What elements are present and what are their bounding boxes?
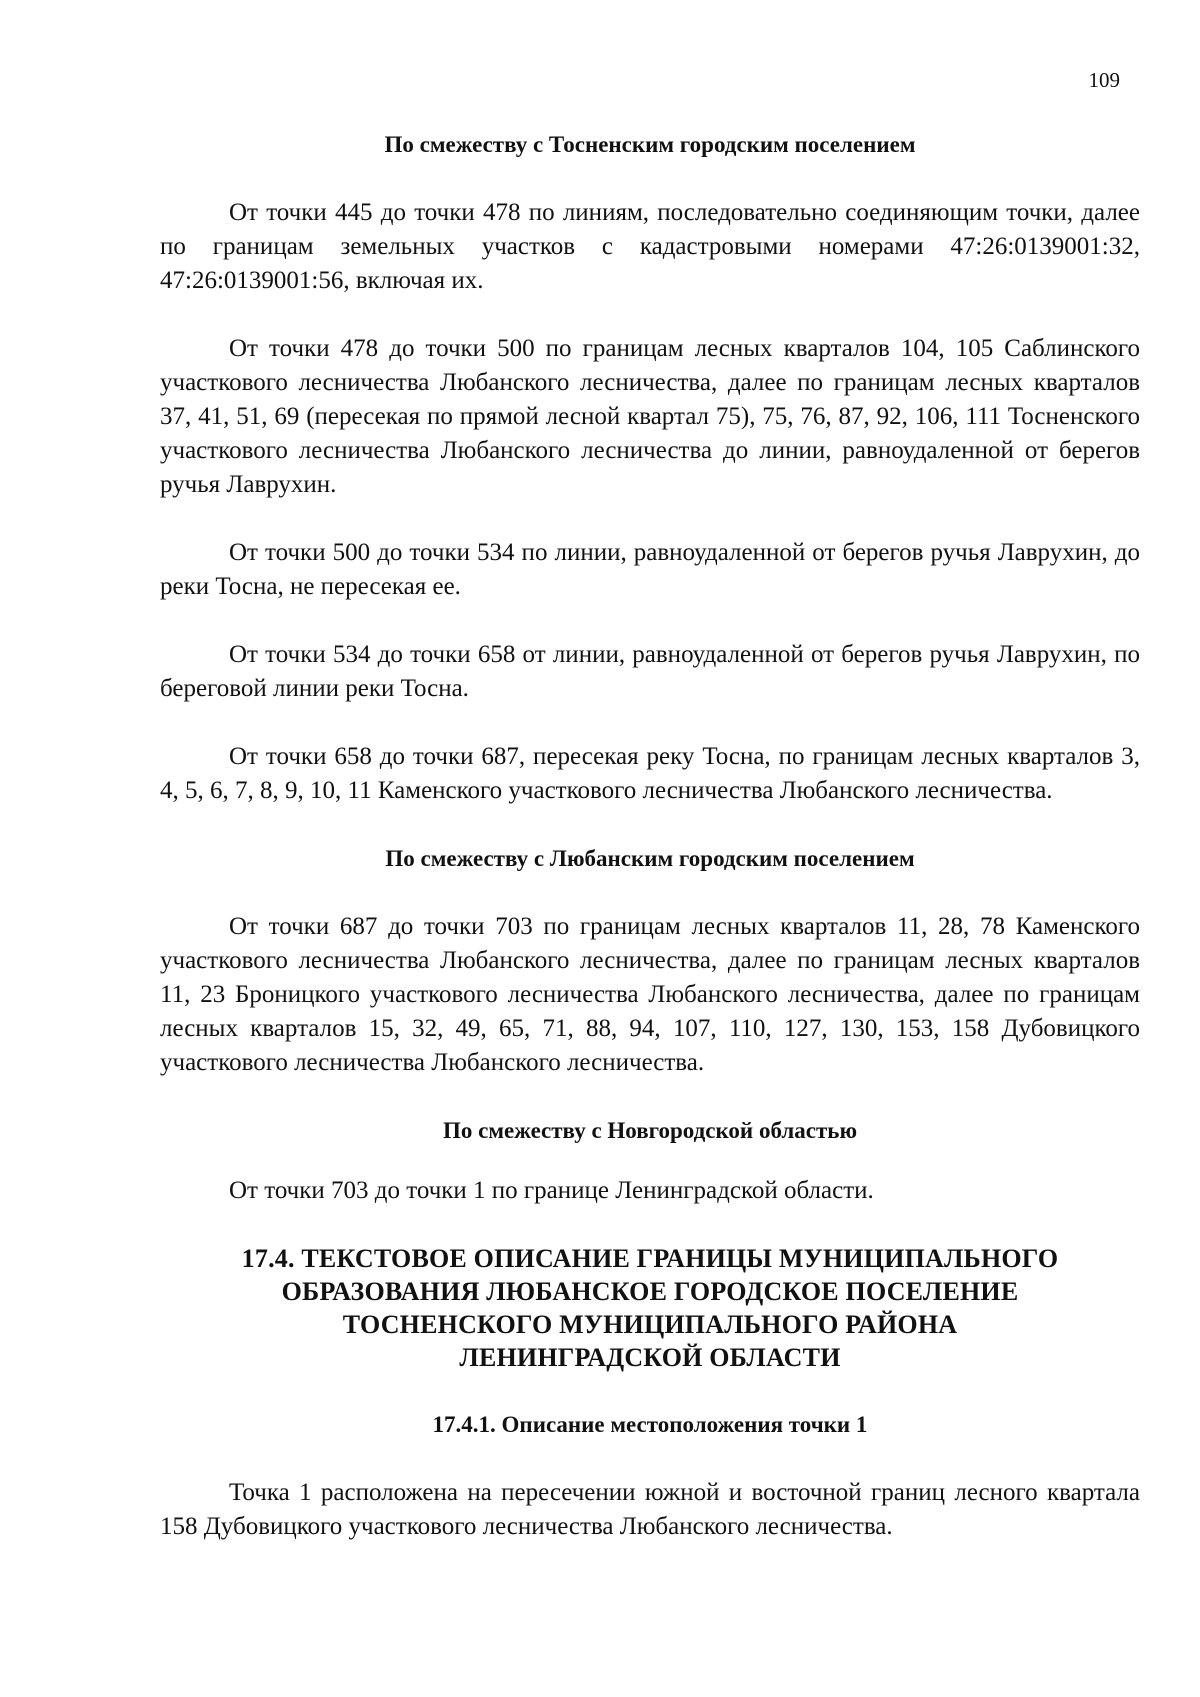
paragraph-500-534: От точки 500 до точки 534 по линии, равноудаленной от берегов ручья Лаврухин, до реки Тосна, не пересекая ее.: [160, 539, 1140, 600]
paragraph-478-500: От точки 478 до точки 500 по границам лесных кварталов 104, 105 Саблинского участкового лесничества Любанского лесничества, далее по границам лесных кварталов 37, 41, 51, 69 (пересекая по прямой лесной квартал 75), 75, 76, 87, 92, 106, 111 Тосненского участкового лесничества Любанского лесничества до линии, равноудаленной от берегов ручья Лаврухин.: [160, 335, 1140, 498]
page-number: 109: [1088, 68, 1120, 92]
heading-novgorod-region: По смежеству с Новгородской областью: [442, 1118, 858, 1143]
heading-tosno-settlement: По смежеству с Тосненским городским поселением: [384, 132, 916, 157]
heading-luban-settlement: По смежеству с Любанским городским поселением: [385, 846, 915, 871]
paragraph-703-1: От точки 703 до точки 1 по границе Ленинградской области.: [229, 1177, 874, 1204]
document-body: [160, 128, 1140, 1544]
section-title-line: ОБРАЗОВАНИЯ ЛЮБАНСКОЕ ГОРОДСКОЕ ПОСЕЛЕНИЕ: [281, 1277, 1019, 1306]
paragraph-687-703: От точки 687 до точки 703 по границам лесных кварталов 11, 28, 78 Каменского участкового лесничества Любанского лесничества, далее по границам лесных кварталов 11, 23 Броницкого участкового лесничества Любанского лесничества, далее по границам лесных кварталов 15, 32, 49, 65, 71, 88, 94, 107, 110, 127, 130, 153, 158 Дубовицкого участкового лесничества Любанского лесничества.: [160, 913, 1140, 1076]
section-title-line: ЛЕНИНГРАДСКОЙ ОБЛАСТИ: [459, 1343, 841, 1372]
section-title: [160, 1242, 1140, 1374]
paragraph-445-478: От точки 445 до точки 478 по линиям, последовательно соединяющим точки, далее по границам земельных участков с кадастровыми номерами 47:26:0139001:32, 47:26:0139001:56, включая их.: [160, 199, 1140, 294]
subsection-heading: 17.4.1. Описание местоположения точки 1: [432, 1412, 868, 1437]
section-title-line: ТОСНЕНСКОГО МУНИЦИПАЛЬНОГО РАЙОНА: [342, 1310, 958, 1339]
paragraph-658-687: От точки 658 до точки 687, пересекая реку Тосна, по границам лесных кварталов 3, 4, 5, 6, 7, 8, 9, 10, 11 Каменского участкового лесничества Любанского лесничества.: [160, 743, 1140, 804]
section-title-line: 17.4. ТЕКСТОВОЕ ОПИСАНИЕ ГРАНИЦЫ МУНИЦИПАЛЬНОГО: [241, 1244, 1059, 1273]
paragraph-534-658: От точки 534 до точки 658 от линии, равноудаленной от берегов ручья Лаврухин, по береговой линии реки Тосна.: [160, 641, 1140, 702]
paragraph-point-1: Точка 1 расположена на пересечении южной и восточной границ лесного квартала 158 Дубовицкого участкового лесничества Любанского лесничества.: [160, 1479, 1140, 1540]
